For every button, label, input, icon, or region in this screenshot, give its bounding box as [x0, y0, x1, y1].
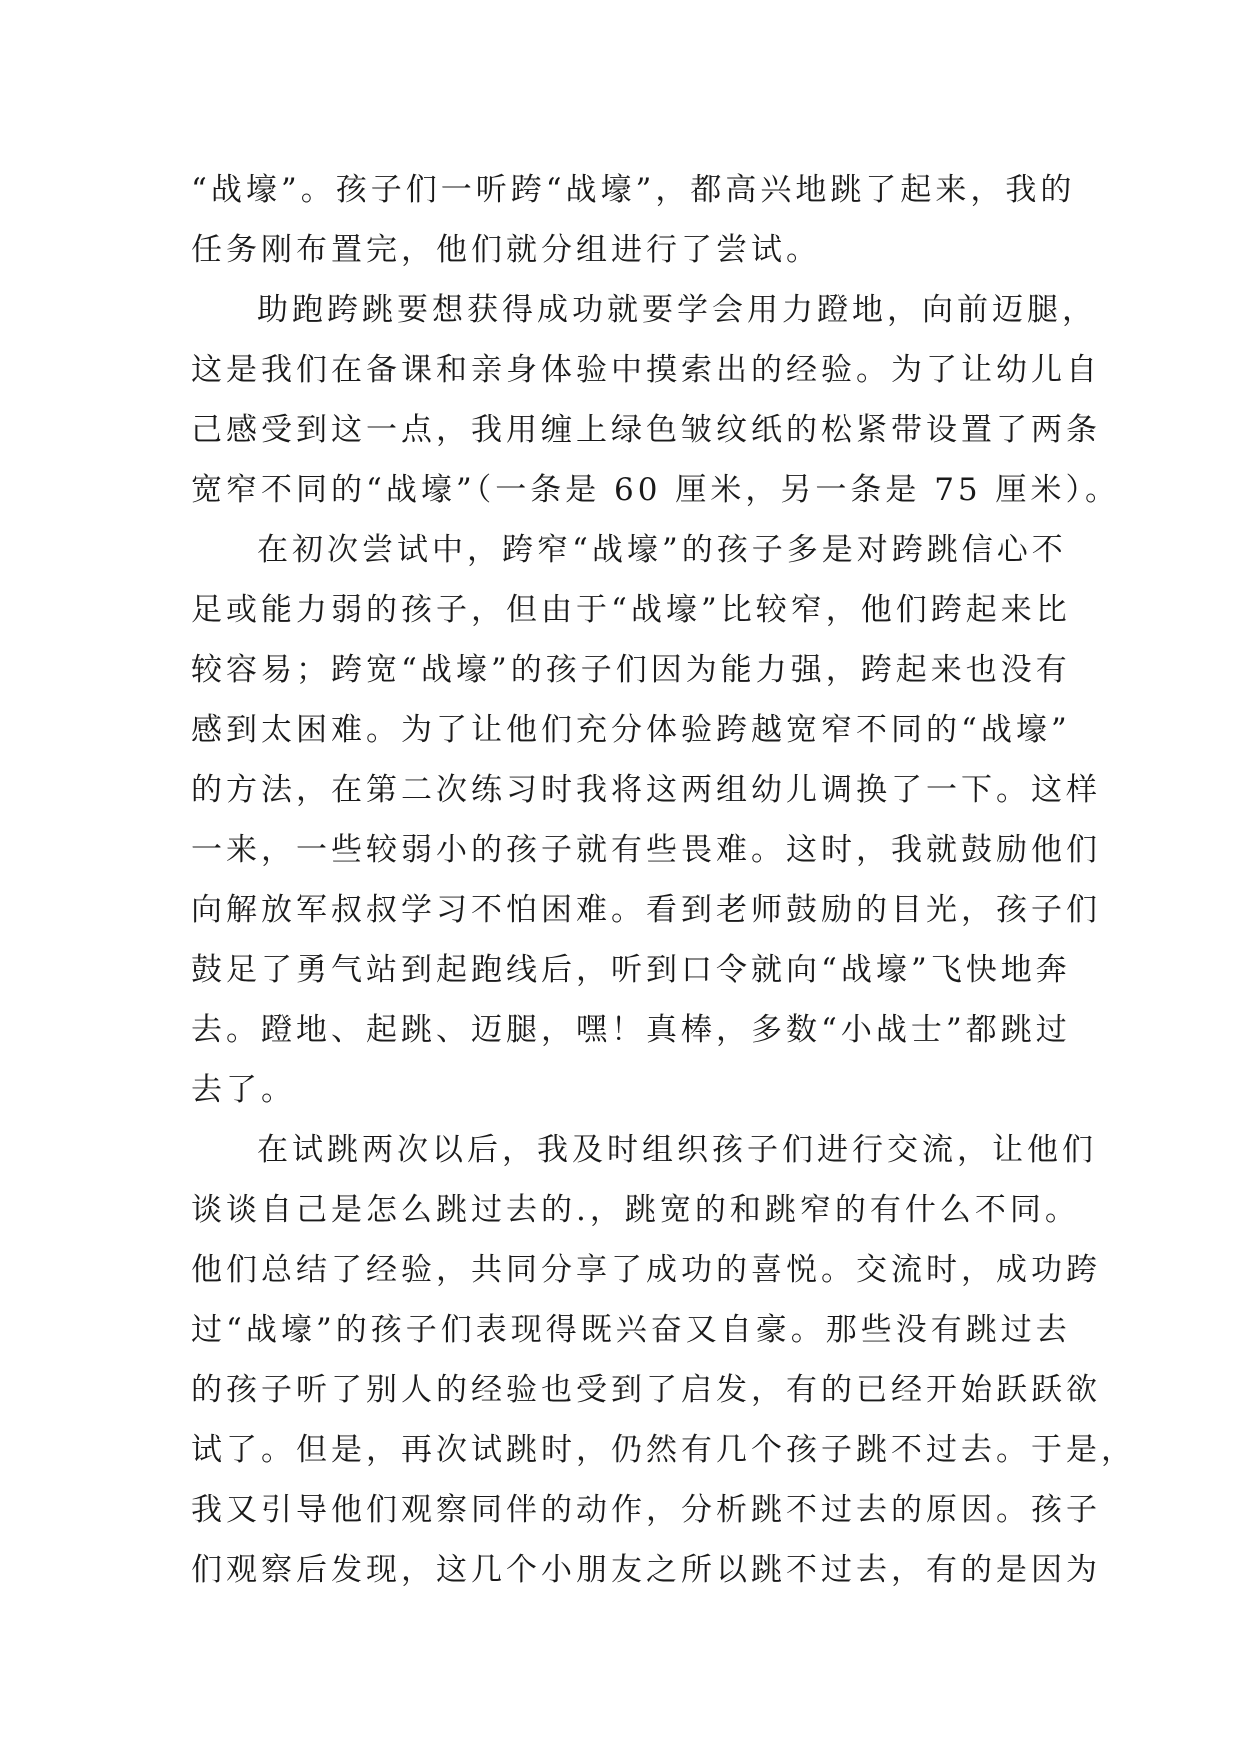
text-line-13: 向解放军叔叔学习不怕困难。看到老师鼓励的目光，孩子们 — [191, 892, 1101, 928]
text-line-20: 过“战壕”的孩子们表现得既兴奋又自豪。那些没有跳过去 — [191, 1312, 1071, 1348]
text-line-19: 他们总结了经验，共同分享了成功的喜悦。交流时，成功跨 — [191, 1252, 1101, 1288]
paragraph-start-line-17: 在试跳两次以后，我及时组织孩子们进行交流，让他们 — [257, 1132, 1097, 1168]
text-line-16: 去了。 — [191, 1072, 296, 1108]
text-line-1: “战壕”。孩子们一听跨“战壕”，都高兴地跳了起来，我的 — [191, 172, 1076, 208]
text-line-8: 足或能力弱的孩子，但由于“战壕”比较窄，他们跨起来比 — [191, 592, 1071, 628]
text-line-12: 一来，一些较弱小的孩子就有些畏难。这时，我就鼓励他们 — [191, 832, 1101, 868]
text-line-11: 的方法，在第二次练习时我将这两组幼儿调换了一下。这样 — [191, 772, 1101, 808]
text-line-15: 去。蹬地、起跳、迈腿，嘿！真棒，多数“小战士”都跳过 — [191, 1012, 1071, 1048]
text-line-22: 试了。但是，再次试跳时，仍然有几个孩子跳不过去。于是， — [191, 1432, 1136, 1468]
text-line-23: 我又引导他们观察同伴的动作，分析跳不过去的原因。孩子 — [191, 1492, 1101, 1528]
text-line-9: 较容易；跨宽“战壕”的孩子们因为能力强，跨起来也没有 — [191, 652, 1071, 688]
text-line-14: 鼓足了勇气站到起跑线后，听到口令就向“战壕”飞快地奔 — [191, 952, 1071, 988]
paragraph-start-line-7: 在初次尝试中，跨窄“战壕”的孩子多是对跨跳信心不 — [257, 532, 1067, 568]
text-line-6: 宽窄不同的“战壕”（一条是 60 厘米，另一条是 75 厘米）。 — [191, 472, 1121, 508]
text-line-5: 己感受到这一点，我用缠上绿色皱纹纸的松紧带设置了两条 — [191, 412, 1101, 448]
text-line-2: 任务刚布置完，他们就分组进行了尝试。 — [191, 232, 821, 268]
text-line-18: 谈谈自己是怎么跳过去的.，跳宽的和跳窄的有什么不同。 — [191, 1192, 1080, 1228]
text-line-21: 的孩子听了别人的经验也受到了启发，有的已经开始跃跃欲 — [191, 1372, 1101, 1408]
text-line-4: 这是我们在备课和亲身体验中摸索出的经验。为了让幼儿自 — [191, 352, 1101, 388]
text-line-10: 感到太困难。为了让他们充分体验跨越宽窄不同的“战壕” — [191, 712, 1071, 748]
paragraph-start-line-3: 助跑跨跳要想获得成功就要学会用力蹬地，向前迈腿， — [257, 292, 1097, 328]
text-line-24: 们观察后发现，这几个小朋友之所以跳不过去，有的是因为 — [191, 1552, 1101, 1588]
document-body — [191, 160, 1136, 1600]
